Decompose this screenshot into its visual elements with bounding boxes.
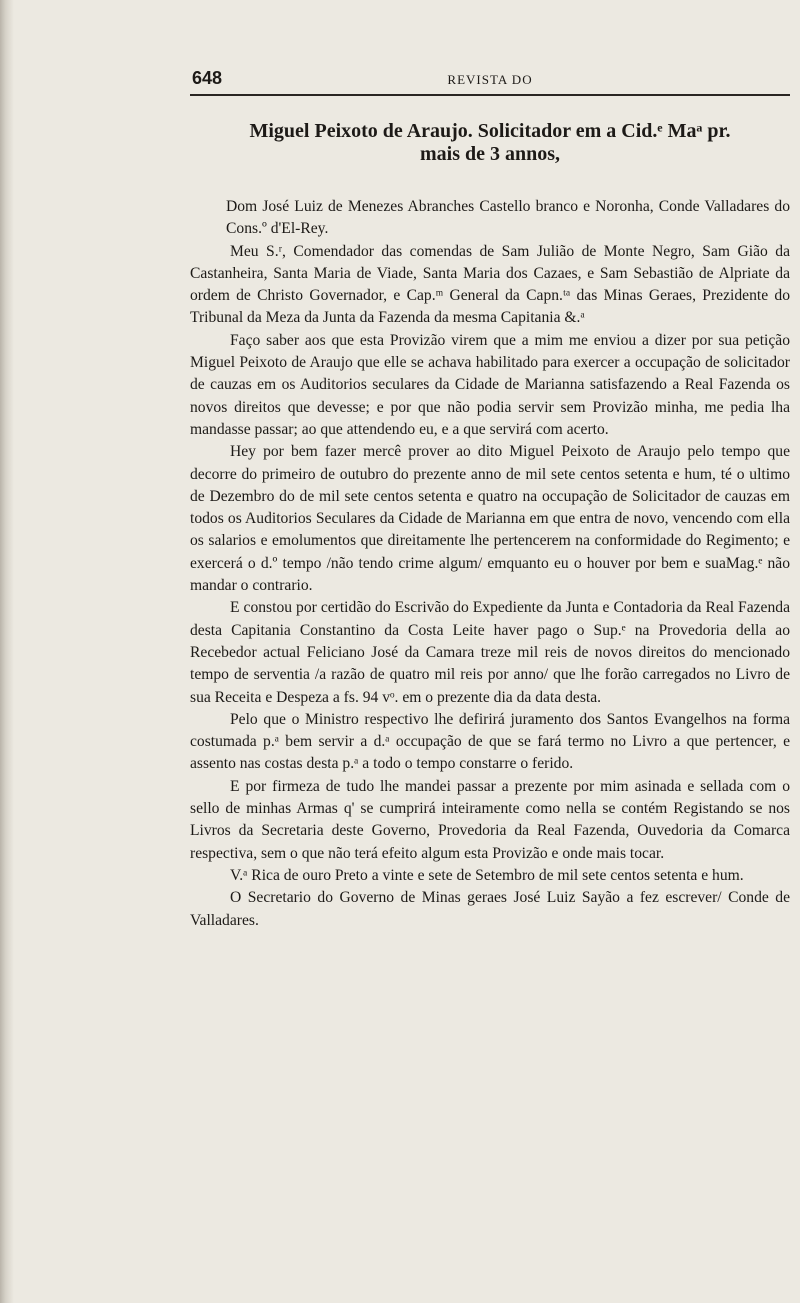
document-page [190,62,790,932]
document-title [190,120,790,166]
paragraph-titles: Meu S.ʳ, Comendador das comendas de Sam Julião de Monte Negro, Sam Gião da Castanheira, Santa Maria de Viade, Santa Maria dos Cazaes, e Sam Sebastião de Alpriate da ordem de Christo Governador, e Cap.ᵐ General da Capn.ᵗᵃ das Minas Geraes, Prezidente do Tribunal da Meza da Junta da Fazenda da mesma Capitania &.ᵃ [190,242,790,327]
paragraph-firmness: E por firmeza de tudo lhe mandei passar a prezente por mim asinada e sellada com o sello de minhas Armas q' se cumprirá inteiramente como nella se contém Registando se nos Livros da Secretaria deste Governo, Provedoria da Real Fazenda, Ouvedoria da Comarca respectiva, sem o que não terá efeito algum esta Provizão e onde mais tocar. [190,777,790,862]
title-line-1: Miguel Peixoto de Araujo. Solicitador em a Cid.ᵉ Maᵃ pr. [249,120,731,142]
paragraph-oath: Pelo que o Ministro respectivo lhe defirirá juramento dos Santos Evangelhos na forma costumada p.ᵃ bem servir a d.ᵃ occupação de que se fará termo no Livro a que pertencer, e assento nas costas desta p.ᵃ a todo o tempo constarre o ferido. [190,710,790,773]
paragraph-certificate: E constou por certidão do Escrivão do Expediente da Junta e Contadoria da Real Fazenda desta Capitania Constantino da Costa Leite haver pago o Sup.ᵉ na Provedoria della ao Recebedor actual Feliciano José da Camara treze mil reis de novos direitos do mencionado tempo de serventia /a razão de quatro mil reis por anno/ que lhe forão carregados no Livro de sua Receita e Despeza a fs. 94 vᵒ. em o prezente dia da data desta. [190,599,790,706]
running-head: REVISTA DO [447,72,533,87]
header-rule [190,94,790,96]
paragraph-place-date: V.ᵃ Rica de ouro Preto a vinte e sete de Setembro de mil sete centos setenta e hum. [230,866,744,884]
paragraph-salutation: Dom José Luiz de Menezes Abranches Castello branco e Noronha, Conde Valladares do Cons.º d'El-Rey. [226,198,790,238]
title-line-2: mais de 3 annos, [419,143,561,165]
paragraph-petition: Faço saber aos que esta Provizão virem que a mim me enviou a dizer por sua petição Miguel Peixoto de Araujo que elle se achava habilitado para exercer a occupação de solicitador de cauzas em os Auditorios seculares da Cidade de Marianna satisfazendo a Real Fazenda os novos direitos que devesse; e por que não podia servir sem Provizão minha, me pedia lha mandasse passar; ao que attendendo eu, e a que servirá com acerto. [190,331,790,438]
paragraph-appointment: Hey por bem fazer mercê prover ao dito Miguel Peixoto de Araujo pelo tempo que decorre do primeiro de outubro do prezente anno de mil sete centos setenta e hum, té o ultimo de Dezembro do de mil sete centos setenta e quatro na occupação de Solicitador de cauzas em todos os Auditorios Seculares da Cidade de Marianna em que entra de novo, vencendo com ella os salarios e emolumentos que direitamente lhe pertencerem na conformidade do Regimento; e exercerá o d.º tempo /não tendo crime algum/ emquanto eu o houver por bem e suaMag.ᵉ não mandar o contrario. [190,443,790,595]
document-body [190,196,790,932]
paragraph-signature: O Secretario do Governo de Minas geraes José Luiz Sayão a fez escrever/ Conde de Valladares. [190,889,790,929]
page-number: 648 [192,68,223,88]
page-header [190,62,790,92]
book-binding-edge [0,0,14,1303]
